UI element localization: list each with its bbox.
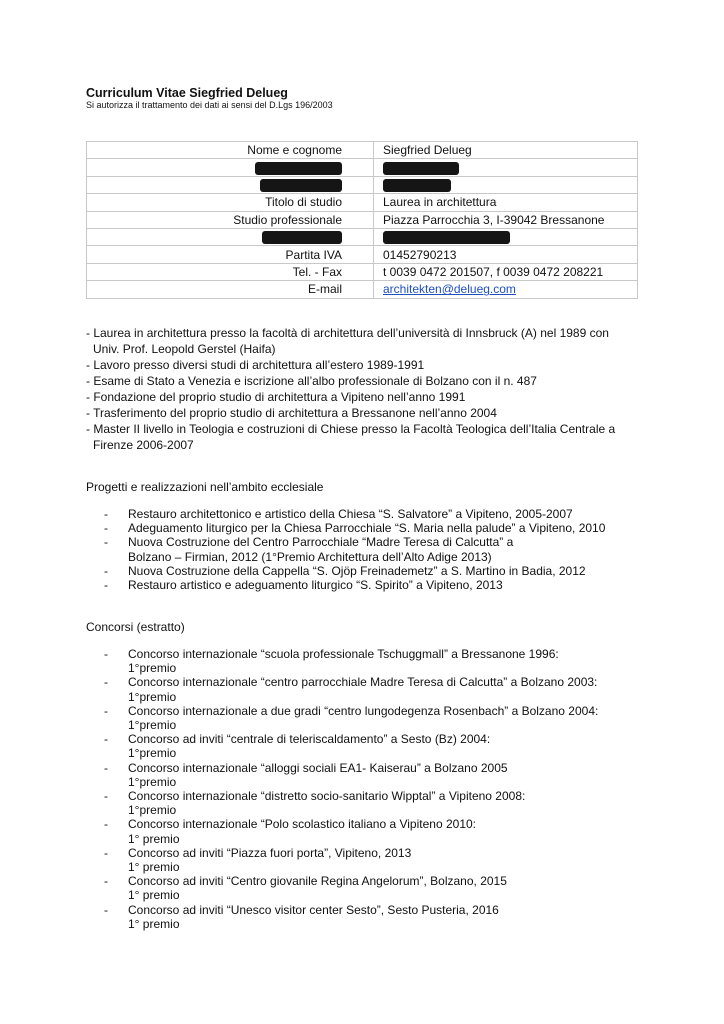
info-value bbox=[374, 281, 638, 298]
list-item-text: - Fondazione del proprio studio di architettura a Vipiteno nell’anno 1991 bbox=[86, 390, 466, 404]
personal-info-table bbox=[86, 141, 638, 299]
award-label: 1° premio bbox=[128, 860, 180, 875]
list-item bbox=[104, 578, 605, 592]
list-item bbox=[86, 389, 615, 405]
list-item-continuation: Firenze 2006-2007 bbox=[93, 438, 194, 452]
table-row bbox=[87, 194, 638, 211]
award-label: 1°premio bbox=[128, 746, 177, 761]
list-item-text: Adeguamento liturgico per la Chiesa Parrocchiale “S. Maria nella palude” a Vipiteno, 2010 bbox=[128, 521, 606, 536]
education-career-list bbox=[86, 325, 615, 453]
info-value: 01452790213 bbox=[374, 246, 638, 263]
list-item-text: Nuova Costruzione della Cappella “S. Ojöp Freinademetz” a S. Martino in Badia, 2012 bbox=[128, 563, 586, 578]
info-key: Nome e cognome bbox=[87, 142, 374, 159]
email-link[interactable]: architekten@delueg.com bbox=[383, 282, 516, 297]
table-row bbox=[87, 142, 638, 159]
dash-bullet: - bbox=[104, 845, 108, 860]
award-label: 1°premio bbox=[128, 718, 177, 733]
redacted-value bbox=[374, 176, 638, 193]
list-item bbox=[104, 521, 605, 535]
list-item-text: Concorso internazionale “Polo scolastico italiano a Vipiteno 2010: bbox=[128, 817, 476, 832]
redaction-block bbox=[260, 179, 342, 192]
list-item-continuation: Univ. Prof. Leopold Gerstel (Haifa) bbox=[93, 342, 276, 356]
competitions-heading: Concorsi (estratto) bbox=[86, 620, 185, 634]
redacted-value bbox=[374, 159, 638, 176]
privacy-note: Si autorizza il trattamento dei dati ai sensi del D.Lgs 196/2003 bbox=[86, 100, 333, 110]
dash-bullet: - bbox=[104, 732, 108, 747]
list-item bbox=[86, 325, 615, 357]
dash-bullet: - bbox=[104, 874, 108, 889]
table-row bbox=[87, 228, 638, 245]
list-item-continuation: Bolzano – Firmian, 2012 (1°Premio Architettura dell’Alto Adige 2013) bbox=[128, 549, 492, 564]
dash-bullet: - bbox=[104, 902, 108, 917]
list-item bbox=[104, 647, 598, 675]
list-item-text: - Trasferimento del proprio studio di architettura a Bressanone nell’anno 2004 bbox=[86, 406, 497, 420]
info-key: Tel. - Fax bbox=[87, 263, 374, 280]
list-item-text: Concorso internazionale “centro parrocchiale Madre Teresa di Calcutta” a Bolzano 2003: bbox=[128, 675, 598, 690]
award-label: 1° premio bbox=[128, 888, 180, 903]
list-item bbox=[86, 405, 615, 421]
list-item bbox=[104, 846, 598, 874]
redacted-value bbox=[374, 228, 638, 245]
redacted-key bbox=[87, 228, 374, 245]
award-label: 1°premio bbox=[128, 803, 177, 818]
redacted-key bbox=[87, 159, 374, 176]
list-item-text: - Esame di Stato a Venezia e iscrizione all’albo professionale di Bolzano con il n. 487 bbox=[86, 374, 537, 388]
dash-bullet: - bbox=[104, 647, 108, 661]
list-item-text: Restauro artistico e adeguamento liturgico “S. Spirito” a Vipiteno, 2013 bbox=[128, 578, 503, 593]
list-item bbox=[104, 732, 598, 760]
projects-list bbox=[104, 507, 605, 592]
info-value: Laurea in architettura bbox=[374, 194, 638, 211]
redaction-block bbox=[383, 231, 510, 244]
dash-bullet: - bbox=[104, 760, 108, 775]
list-item-text: Concorso internazionale “alloggi sociali EA1- Kaiserau” a Bolzano 2005 bbox=[128, 760, 508, 775]
list-item-text: Concorso internazionale “distretto socio-sanitario Wipptal” a Vipiteno 2008: bbox=[128, 789, 526, 804]
info-key: Studio professionale bbox=[87, 211, 374, 228]
redaction-block bbox=[255, 162, 342, 175]
list-item bbox=[104, 507, 605, 521]
list-item bbox=[104, 535, 605, 563]
list-item bbox=[86, 373, 615, 389]
list-item bbox=[104, 564, 605, 578]
dash-bullet: - bbox=[104, 789, 108, 804]
list-item-text: Concorso internazionale “scuola professionale Tschuggmall” a Bressanone 1996: bbox=[128, 647, 559, 661]
list-item bbox=[86, 421, 615, 453]
award-label: 1°premio bbox=[128, 774, 177, 789]
table-row bbox=[87, 159, 638, 176]
award-label: 1°premio bbox=[128, 689, 177, 704]
list-item bbox=[86, 357, 615, 373]
award-label: 1° premio bbox=[128, 831, 180, 846]
dash-bullet: - bbox=[104, 563, 108, 578]
dash-bullet: - bbox=[104, 817, 108, 832]
info-value: Piazza Parrocchia 3, I-39042 Bressanone bbox=[374, 211, 638, 228]
info-key: E-mail bbox=[87, 281, 374, 298]
table-row bbox=[87, 211, 638, 228]
redaction-block bbox=[383, 179, 451, 192]
table-row bbox=[87, 246, 638, 263]
list-item-text: Restauro architettonico e artistico della Chiesa “S. Salvatore” a Vipiteno, 2005-2007 bbox=[128, 507, 573, 521]
list-item-text: Concorso ad inviti “Unesco visitor center Sesto”, Sesto Pusteria, 2016 bbox=[128, 902, 499, 917]
info-value: Siegfried Delueg bbox=[374, 142, 638, 159]
list-item-text: - Lavoro presso diversi studi di architettura all’estero 1989-1991 bbox=[86, 358, 425, 372]
dash-bullet: - bbox=[104, 535, 108, 550]
award-label: 1° premio bbox=[128, 916, 180, 931]
list-item bbox=[104, 761, 598, 789]
table-row bbox=[87, 281, 638, 298]
redaction-block bbox=[383, 162, 459, 175]
list-item-text: Concorso ad inviti “Centro giovanile Regina Angelorum”, Bolzano, 2015 bbox=[128, 874, 507, 889]
competitions-list bbox=[104, 647, 598, 931]
list-item bbox=[104, 874, 598, 902]
list-item-text: Concorso internazionale a due gradi “centro lungodegenza Rosenbach” a Bolzano 2004: bbox=[128, 703, 599, 718]
info-value: t 0039 0472 201507, f 0039 0472 208221 bbox=[374, 263, 638, 280]
dash-bullet: - bbox=[104, 703, 108, 718]
list-item-text: Concorso ad inviti “Piazza fuori porta”, Vipiteno, 2013 bbox=[128, 845, 412, 860]
list-item bbox=[104, 903, 598, 931]
list-item-text: Nuova Costruzione del Centro Parrocchiale “Madre Teresa di Calcutta” a bbox=[128, 535, 514, 550]
info-key: Partita IVA bbox=[87, 246, 374, 263]
dash-bullet: - bbox=[104, 578, 108, 593]
dash-bullet: - bbox=[104, 675, 108, 690]
redaction-block bbox=[262, 231, 342, 244]
document-title: Curriculum Vitae Siegfried Delueg bbox=[86, 86, 288, 100]
list-item-text: - Master II livello in Teologia e costruzioni di Chiese presso la Facoltà Teologica dell’Italia Centrale a bbox=[86, 422, 616, 436]
list-item bbox=[104, 675, 598, 703]
list-item bbox=[104, 704, 598, 732]
list-item-text: Concorso ad inviti “centrale di teleriscaldamento” a Sesto (Bz) 2004: bbox=[128, 732, 491, 747]
table-row bbox=[87, 176, 638, 193]
info-key: Titolo di studio bbox=[87, 194, 374, 211]
table-row bbox=[87, 263, 638, 280]
list-item bbox=[104, 817, 598, 845]
redacted-key bbox=[87, 176, 374, 193]
dash-bullet: - bbox=[104, 521, 108, 536]
list-item-text: - Laurea in architettura presso la facoltà di architettura dell’università di Innsbruck (A) nel 1989 con bbox=[86, 326, 609, 340]
dash-bullet: - bbox=[104, 507, 108, 521]
projects-heading: Progetti e realizzazioni nell’ambito ecclesiale bbox=[86, 480, 324, 494]
award-label: 1°premio bbox=[128, 661, 177, 676]
list-item bbox=[104, 789, 598, 817]
